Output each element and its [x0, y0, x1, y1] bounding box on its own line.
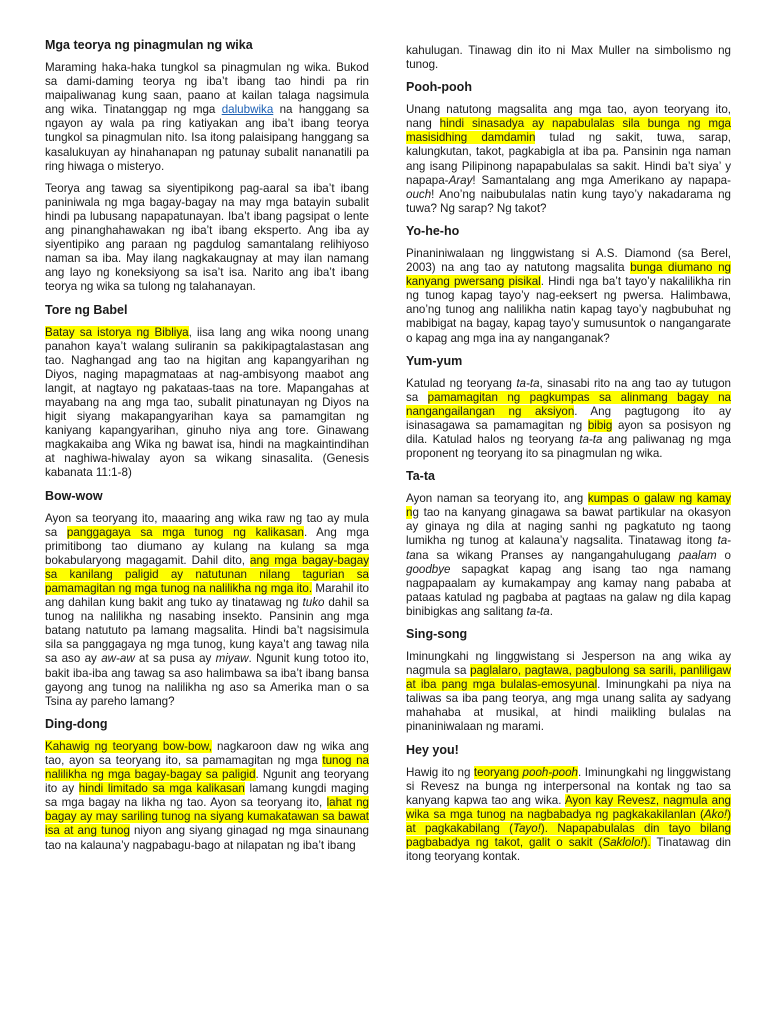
text-run: Maraming haka-haka tungkol sa pinagmulan ng wika. Bukod sa dami-daming teorya ng iba’t ibang tao hindi pa rin maipaliwanag kung saan, paano at kailan talaga nagsimula ang wika. Tinatanggap ng mga	[45, 61, 369, 117]
text-run: ! Ano’ng naibubulalas natin kung tayo’y nakadarama ng tuwa? Ng sarap? Ng takot?	[406, 187, 731, 215]
text-run: Unang natutong magsalita ang mga tao, ayon teoryang ito, nang	[406, 103, 731, 131]
text-run: ! Samantalang ang mga Amerikano ay napapa-	[472, 173, 731, 187]
italic-term: tuko	[302, 596, 325, 610]
highlight: bunga diumano ng kanyang pwersang pisikal	[406, 261, 731, 289]
highlight: tunog na nalilikha ng mga bagay-bagay sa paligid	[45, 753, 369, 782]
highlight: panggagaya sa mga tunog ng kalikasan	[66, 525, 304, 539]
text-run: . Iminungkahi pa niya na taliwas sa iba pang teorya, ang mga unang salita ay sadyang mahahaba at musikal, at hindi maiikling bulalas na pinaniniwalaan ng marami.	[406, 678, 731, 734]
text-run: . Hindi nga ba’t tayo’y nakalilikha rin ng tunog kapag tayo’y nag-eeksert ng pwersa. Halimbawa, ano’ng tunog ang nalilikha natin kapag tayo’y nagbubuhat ng mabibigat na bagay, kapag tayo’y sumusuntok o nangangarate o kapag ang mga ina ay nanganganak?	[406, 275, 732, 345]
highlight	[474, 766, 578, 779]
text-run: .	[549, 604, 553, 618]
italic-term: pooh-pooh	[522, 765, 578, 779]
highlight: ang mga bagay-bagay sa kanilang paligid ay natutunan nilang tagurian sa pamamagitan ng mga tunog na nalilikha ng mga ito.	[45, 553, 369, 595]
italic-term: ouch	[406, 187, 432, 201]
italic-term: ta-ta	[516, 376, 540, 390]
heading-tore-ng-babel: Tore ng Babel	[45, 302, 128, 317]
paragraph-pooh-pooh	[406, 103, 731, 216]
text-run: dahil sa tunog na nalilikha ng nasabing insekto. Pansinin ang mga batang natututo pa lamang magsalita. Hindi ba’t nagsisimula sila sa panggagaya ng mga tunog, kung kaya’t ang tawag nila sa aso ay	[45, 596, 369, 666]
text-run: ayon sa posisyon ng dila. Katulad halos ng teoryang	[406, 418, 731, 446]
paragraph-sing-song	[406, 650, 731, 735]
italic-term: goodbye	[406, 562, 451, 576]
italic-term: miyaw	[215, 652, 249, 666]
highlight: paglalaro, pagtawa, pagbulong sa sarili, panliligaw at iba pang mga bulalas-emosyunal	[406, 664, 731, 692]
highlight: kumpas o galaw ng kamay n	[406, 492, 731, 520]
text-run: niyon ang siyang ginagad ng mga sinaunang tao na kalaunа’y nagpabagu-bago at nilapatan ng iba’t ibang	[45, 824, 369, 852]
text-run: Iminungkahi ng linggwistang si Jesperson na ang wika ay nagmula sa	[406, 650, 731, 678]
text-run: Hawig ito ng	[406, 765, 474, 779]
italic-term: ta-ta	[579, 432, 603, 446]
heading-yo-he-ho: Yo-he-ho	[406, 223, 460, 238]
text-run: Ayon sa teoryang ito, maaaring ang wika raw ng tao ay mula sa	[45, 511, 369, 539]
text-run: , sinasabi rito na ang tao ay tutugon sa	[406, 376, 731, 404]
italic-term: ta-ta	[526, 604, 550, 618]
highlight: hindi limitado sa mga kalikasan	[78, 782, 245, 796]
text-run: Tinatawag din itong teoryang kontak.	[406, 836, 731, 864]
text-run: na hanggang sa ngayon ay wala pa ring katiyakan ang iba’t ibang teorya tungkol sa pinagmulan nito. Isa itong palaisipang hanggang sa kasalukuyan ay hinahanapan ng patunay subalit nananatili pa ring hiwaga o misteryo.	[45, 103, 369, 173]
highlight: pamamagitan ng pagkumpas sa alinmang bagay na nangangailangan ng aksiyon	[406, 390, 732, 418]
text-run: na sa wikang Pranses ay nangangahulugang	[415, 548, 679, 562]
page-title: Mga teorya ng pinagmulan ng wika	[45, 38, 253, 52]
heading-hey-you: Hey you!	[406, 742, 459, 757]
heading-yum-yum: Yum-yum	[406, 353, 463, 368]
paragraph-ta-ta	[406, 492, 731, 619]
highlight: hindi sinasadya ay napabulalas sila bunga ng mga masisidhing damdamin	[406, 117, 731, 145]
text-run: teoryang	[473, 765, 523, 779]
text-run: ).	[643, 836, 651, 850]
text-run: nagkaroon daw ng wika ang tao, ayon sa teoryang ito, sa pamamagitan ng mga	[45, 739, 369, 767]
heading-ta-ta: Ta-ta	[406, 469, 435, 484]
text-run: . Ngunit kung totoo ito, bakit iba-iba ang tawag sa aso halimbawa sa iba’t ibang bansa gayong ang tunog na nalilikha ng aso sa Amerika man o sa Tsina ay pareho lamang?	[45, 652, 369, 708]
text-run: Ayon kay Revesz, nagmula ang wika sa mga tunog na nagbabadya ng pagkakakilanlan (	[406, 793, 732, 821]
highlight: Kahawig ng teoryang bow-bow,	[45, 739, 212, 753]
right-column	[406, 44, 731, 872]
text-run: tulad ng sakit, tuwa, sarap, kalungkutan, takot, pagkabigla at iba pa. Pansinin nga naman ang isang Pilipinong napapabulalas sa sakit. Hindi ba’t siya’ y napapa-	[406, 131, 731, 187]
paragraph-ding-dong	[45, 740, 369, 853]
intro-paragraph-2: Teorya ang tawag sa siyentipikong pag-aaral sa iba’t ibang paniniwala ng mga bagay-bagay na may mga batayin subalit hindi pa lubusang napapatunayan. Iba’t ibang pagsipat o lente ang pinanghahawakan ng iba’t ibang eksperto. Ang iba ay siyentipiko ang paraan ng pagdulog samantalang relihiyoso naman sa iba. May ilang nagkakaugnay at may ilan namang ang layo ng koneksiyong sa isa’t isa. Narito ang iba’t ibang teorya ng wika sa tulong ng talahanayan.	[45, 181, 369, 294]
heading-pooh-pooh: Pooh-pooh	[406, 80, 472, 95]
italic-term: Ako!	[703, 807, 728, 821]
text-run: Pinaniniwalaan ng linggwistang si A.S. Diamond (sa Berel, 2003) na ang tao ay natutong magsalita	[406, 246, 731, 275]
text-run: . Ang pagtugong ito ay isinasagawa sa pamamagitan ng	[406, 404, 732, 432]
italic-term: paalam	[678, 548, 717, 562]
italic-term: Aray	[448, 173, 473, 187]
text-run: Katulad ng teoryang	[406, 376, 517, 390]
paragraph-yo-he-ho	[406, 247, 731, 346]
text-run: g tao na kanyang ginagawa sa bawat partikular na okasyon ay ginaya ng dila at naging sanhi ng pagkatuto ng taong lumikha ng tunog at kalauna’y nagsalita. Tinatawag itong	[406, 506, 731, 548]
highlight: Batay sa istorya ng Bibliya	[45, 325, 189, 339]
text-run: Ayon naman sa teoryang ito, ang	[406, 492, 588, 506]
text-run: . Iminungkahi ng linggwistang si Revesz na bunga ng interpersonal na kontak ng tao sa kanyang kapwa tao ang wika.	[406, 765, 731, 807]
italic-term: ta-ta	[406, 534, 731, 562]
dalubwika-link[interactable]: dalubwika	[221, 103, 274, 117]
heading-ding-dong: Ding-dong	[45, 716, 108, 731]
highlight: bibig	[587, 418, 613, 432]
italic-term: aw-aw	[101, 652, 135, 666]
text-run: at sa pusa ay	[134, 652, 216, 666]
text-run: Marahil ito ang dahilan kung bakit ang tuko ay tinatawag ng	[45, 582, 370, 610]
left-column	[45, 38, 369, 861]
text-run: sapagkat kapag ang isang tao nga namang nagpapaalam ay kumakampay ang kamay nang pababa at pataas katulad ng pagbaba at pagtaas na galaw ng dila kapag binibigkas ang salitang	[406, 562, 731, 618]
text-run: o	[716, 548, 731, 562]
continuation-paragraph: kahulugan. Tinawag din ito ni Max Muller na simbolismo ng tunog.	[406, 44, 731, 72]
highlight: lahat ng bagay ay may sariling tunog na siyang kumakatawan sa bawat isa at ang tunog	[45, 796, 369, 838]
paragraph-bow-wow	[45, 512, 369, 709]
paragraph-yum-yum	[406, 377, 731, 462]
heading-bow-wow: Bow-wow	[45, 488, 103, 503]
text-run: . Ang mga primitibong tao diumano ay kulang na kulang sa mga bokabularyong magagamit. Dahil dito,	[45, 525, 369, 567]
text-run: . Ngunit ang teoryang ito ay	[45, 768, 369, 796]
heading-sing-song: Sing-song	[406, 627, 468, 641]
paragraph-hey-you	[406, 766, 731, 865]
text-run: lamang kungdi maging sa mga bagay na likha ng tao. Ayon sa teoryang ito,	[45, 782, 369, 810]
paragraph-tore-ng-babel	[45, 326, 369, 481]
text-run: ang paliwanag ng mga proponent ng teoryang ito sa pinagmulan ng wika.	[406, 432, 731, 461]
text-run: , iisa lang ang wika noong unang panahon kaya’t walang suliranin sa pakikipagtalastasan ang tao. Naghangad ang tao na higitan ang kapangyarihan ng Diyos, naging mapagmataas at nag-ambisyong maabot ang langit, at nagtayo ng pakataas-taas na tore. Mapangahas at mayabang na ang mga tao, subalit pinatunayan ng Diyos na higit siyang makapangyarihan kaya sa pamamgitan ng kaniyang kapangyarihan, ginuho niya ang tore. Ginawang magkakaiba ang Wika ng bawat isa, hindi na magkaintindihan at naghiwa-hiwalay ayon sa wikang sinasalita. (Genesis kabanata 11:1-8)	[45, 325, 369, 480]
text-run: ) at pagkakabilang (	[406, 807, 731, 835]
text-run: ). Napapabulalas din tayo bilang pagbabadya ng takot, galit o sakit (	[406, 821, 731, 850]
italic-term: Saklolo!	[602, 836, 644, 850]
intro-paragraph-1	[45, 61, 369, 174]
italic-term: Tayo!	[512, 821, 541, 835]
